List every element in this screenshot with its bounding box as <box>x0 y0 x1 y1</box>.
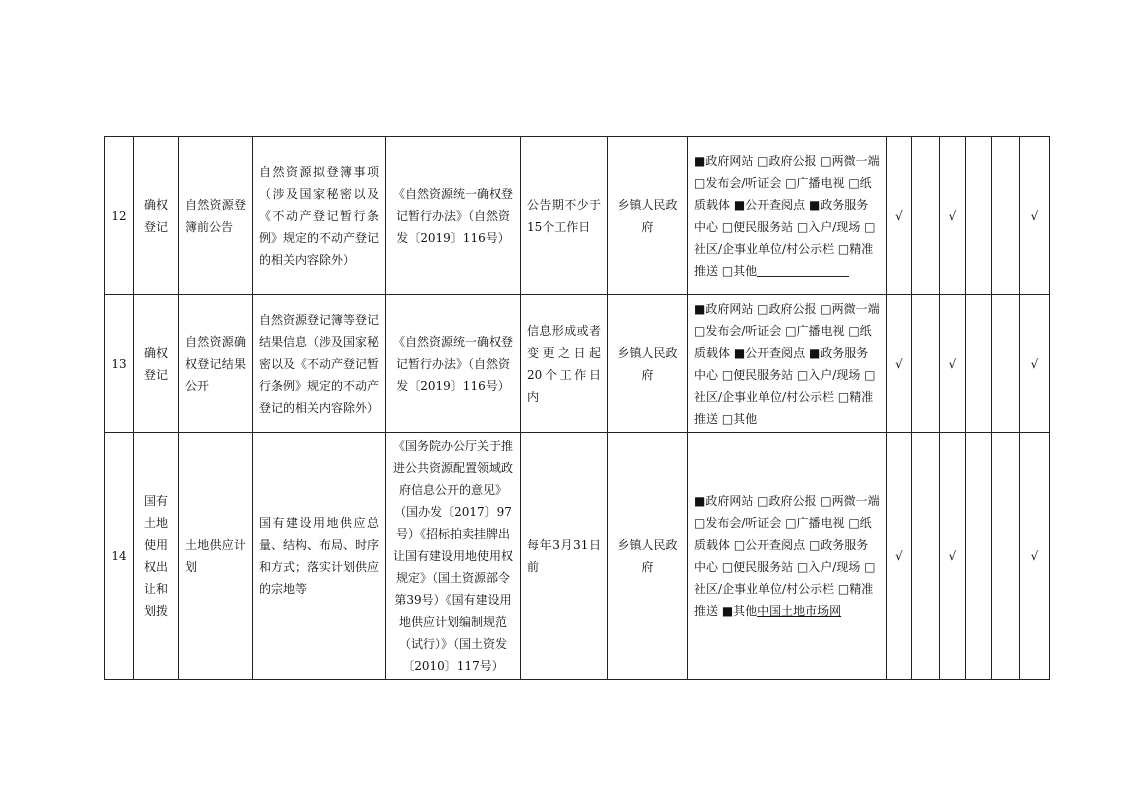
table-row <box>105 433 1050 680</box>
mark-cell: √ <box>940 433 966 680</box>
content-cell: 自然资源登记簿等登记结果信息（涉及国家秘密以及《不动产登记暂行条例》规定的不动产登记的相关内容除外） <box>253 295 386 433</box>
mark-cell <box>912 137 940 295</box>
table-row <box>105 295 1050 433</box>
channel-other-value: 中国土地市场网 <box>757 604 842 618</box>
category-cell: 确权登记 <box>134 295 179 433</box>
subject-cell: 乡镇人民政府 <box>608 433 688 680</box>
channels-cell <box>688 433 887 680</box>
content-cell: 自然资源拟登簿事项（涉及国家秘密以及《不动产登记暂行条例》规定的不动产登记的相关内容除外） <box>253 137 386 295</box>
item-cell: 自然资源登簿前公告 <box>179 137 253 295</box>
mark-cell: √ <box>940 137 966 295</box>
timeframe-cell: 信息形成或者变更之日起20个工作日内 <box>521 295 608 433</box>
timeframe-cell: 每年3月31日前 <box>521 433 608 680</box>
mark-cell: √ <box>887 295 912 433</box>
mark-cell: √ <box>940 295 966 433</box>
mark-cell: √ <box>1020 433 1050 680</box>
basis-cell: 《国务院办公厅关于推进公共资源配置领域政府信息公开的意见》（国办发〔2017〕97号）《招标拍卖挂牌出让国有建设用地使用权规定》（国土资源部令第39号）《国有建设用地供应计划编制规范（试行）》（国土资发〔2010〕117号） <box>386 433 521 680</box>
mark-cell <box>966 295 992 433</box>
item-cell: 土地供应计划 <box>179 433 253 680</box>
mark-cell <box>992 433 1020 680</box>
content-cell: 国有建设用地供应总量、结构、布局、时序和方式；落实计划供应的宗地等 <box>253 433 386 680</box>
channels-cell <box>688 295 887 433</box>
mark-cell <box>966 137 992 295</box>
row-number: 13 <box>105 295 134 433</box>
mark-cell <box>912 295 940 433</box>
mark-cell <box>992 295 1020 433</box>
channels-text: ■政府网站 □政府公报 □两微一端 □发布会/听证会 □广播电视 □纸质载体 ■公开查阅点 ■政务服务中心 □便民服务站 □入户/现场 □社区/企事业单位/村公示栏 □精准推送 □其他 <box>694 153 880 278</box>
channels-text: ■政府网站 □政府公报 □两微一端 □发布会/听证会 □广播电视 □纸质载体 ■公开查阅点 ■政务服务中心 □便民服务站 □入户/现场 □社区/企事业单位/村公示栏 □精准推送 □其他 <box>694 301 880 426</box>
channels-text: ■政府网站 □政府公报 □两微一端 □发布会/听证会 □广播电视 □纸质载体 □公开查阅点 □政务服务中心 □便民服务站 □入户/现场 □社区/企事业单位/村公示栏 □精准推送 ■其他 <box>694 494 880 618</box>
mark-cell: √ <box>887 137 912 295</box>
category-cell: 确权登记 <box>134 137 179 295</box>
subject-cell: 乡镇人民政府 <box>608 295 688 433</box>
row-number: 14 <box>105 433 134 680</box>
mark-cell: √ <box>1020 137 1050 295</box>
category-cell: 国有土地使用权出让和划拨 <box>134 433 179 680</box>
subject-cell: 乡镇人民政府 <box>608 137 688 295</box>
disclosure-table <box>104 136 1050 680</box>
mark-cell <box>966 433 992 680</box>
mark-cell <box>992 137 1020 295</box>
channels-cell <box>688 137 887 295</box>
basis-cell: 《自然资源统一确权登记暂行办法》（自然资发〔2019〕116号） <box>386 295 521 433</box>
row-number: 12 <box>105 137 134 295</box>
mark-cell: √ <box>1020 295 1050 433</box>
item-cell: 自然资源确权登记结果公开 <box>179 295 253 433</box>
mark-cell <box>912 433 940 680</box>
table-row <box>105 137 1050 295</box>
basis-cell: 《自然资源统一确权登记暂行办法》（自然资发〔2019〕116号） <box>386 137 521 295</box>
other-blank-line <box>757 262 849 277</box>
mark-cell: √ <box>887 433 912 680</box>
timeframe-cell: 公告期不少于15个工作日 <box>521 137 608 295</box>
